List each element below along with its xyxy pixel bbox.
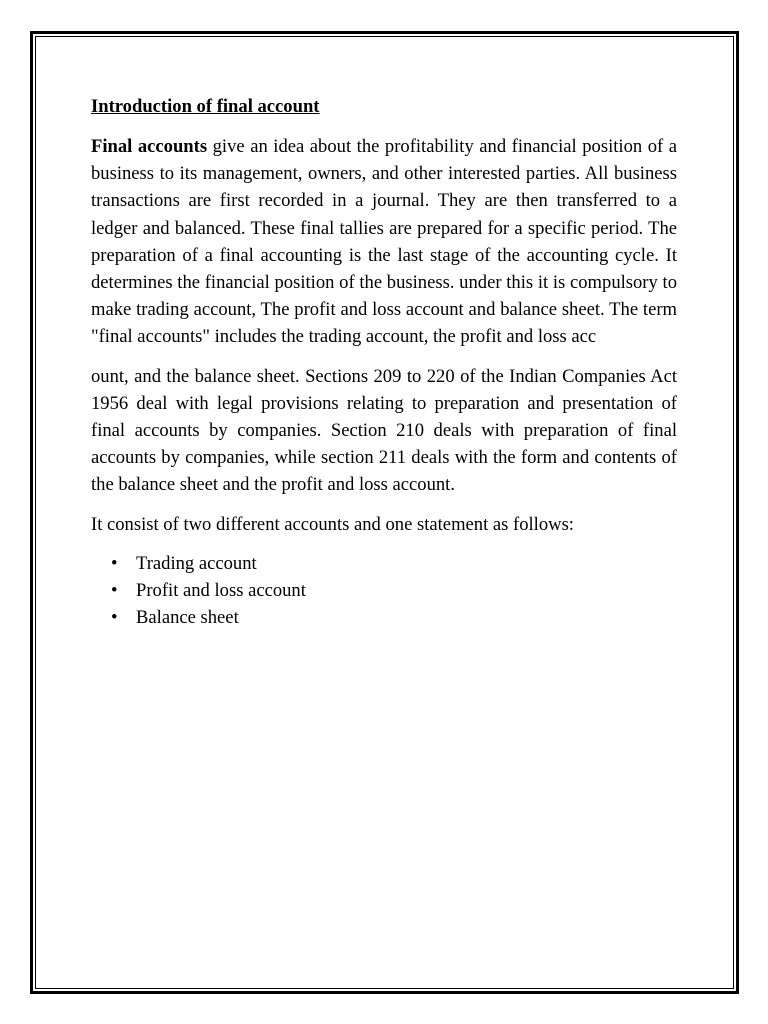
paragraph-intro <box>91 133 677 351</box>
list-item <box>91 604 677 631</box>
accounts-list <box>91 550 677 632</box>
paragraph-intro-lead: Final accounts <box>91 136 208 157</box>
paragraph-intro-text: give an idea about the profitability and financial position of a business to its management, owners, and other interested parties. All business transactions are first recorded in a journal. They are then transferred to a ledger and balanced. These final tallies are prepared for a specific period. The preparation of a final accounting is the last stage of the accounting cycle. It determines the financial position of the business. under this it is compulsory to make trading account, The profit and loss account and balance sheet. The term "final accounts" includes the trading account, the profit and loss acc <box>91 136 678 348</box>
paragraph-companies-act: ount, and the balance sheet. Sections 209 to 220 of the Indian Companies Act 1956 deal with legal provisions relating to preparation and presentation of final accounts by companies. Section 210 deals with preparation of final accounts by companies, while section 211 deals with the form and contents of the balance sheet and the profit and loss account. <box>91 365 677 496</box>
document-heading: Introduction of final account <box>91 96 320 117</box>
list-item <box>91 550 677 577</box>
bullet-icon: • <box>111 607 118 629</box>
document-body <box>91 93 677 631</box>
bullet-icon: • <box>111 552 118 574</box>
list-item-label: Profit and loss account <box>136 580 306 602</box>
list-item-label: Trading account <box>136 552 257 574</box>
list-item-label: Balance sheet <box>136 607 239 629</box>
bullet-icon: • <box>111 580 118 602</box>
list-item <box>91 577 677 604</box>
paragraph-list-intro: It consist of two different accounts and one statement as follows: <box>91 513 574 535</box>
